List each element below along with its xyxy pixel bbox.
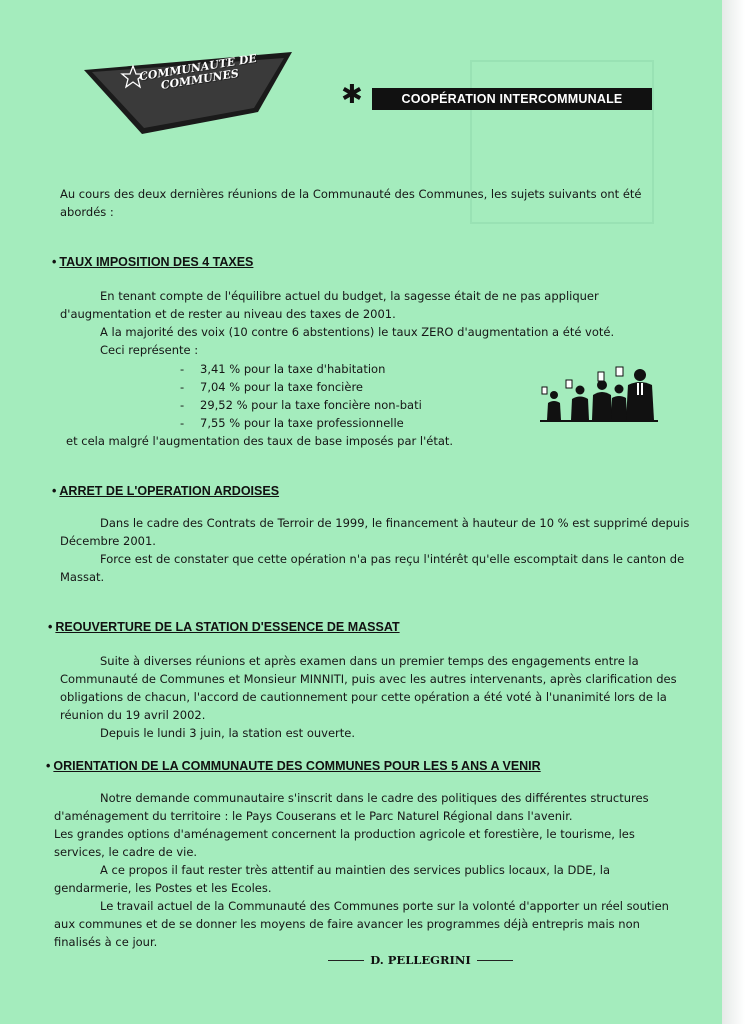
paragraph-line: A la majorité des voix (10 contre 6 abstentions) le taux ZERO d'augmentation a été voté. (100, 325, 615, 339)
signature-rule-left (328, 960, 364, 961)
paragraph-line: et cela malgré l'augmentation des taux de base imposés par l'état. (66, 434, 454, 448)
list-dash: - (180, 416, 185, 430)
bullet: • (52, 255, 57, 269)
list-item-text: 3,41 % pour la taxe d'habitation (200, 362, 386, 376)
section-heading (46, 758, 541, 774)
list-dash: - (180, 380, 185, 394)
section-title: ARRET DE L'OPERATION ARDOISES (59, 484, 280, 498)
list-item-text: 7,55 % pour la taxe professionnelle (200, 416, 404, 430)
paragraph-line: Décembre 2001. (60, 534, 156, 548)
paragraph-line: Force est de constater que cette opération n'a pas reçu l'intérêt qu'elle escomptait dans le canton de (100, 552, 685, 566)
section-heading (52, 254, 253, 270)
list-item (180, 378, 363, 396)
bullet: • (48, 620, 53, 634)
paragraph-line: Suite à diverses réunions et après examen dans un premier temps des engagements entre la (100, 654, 639, 668)
list-item (180, 414, 404, 432)
bullet: • (52, 484, 57, 498)
paragraph-line: obligations de chacun, l'accord de cautionnement pour cette opération a été voté à l'unanimité lors de la (60, 690, 667, 704)
voting-people-illustration (540, 363, 658, 423)
intro-line-2: abordés : (60, 205, 114, 219)
community-logo (82, 50, 294, 136)
asterisk-icon: ✱ (341, 80, 363, 110)
paragraph-line: Le travail actuel de la Communauté des Communes porte sur la volonté d'apporter un réel soutien (100, 899, 669, 913)
paragraph-line: Ceci représente : (100, 343, 199, 357)
section-heading (52, 483, 279, 499)
logo-text: COMMUNAUTE DE COMMUNES (138, 51, 258, 93)
paragraph-line: gendarmerie, les Postes et les Ecoles. (54, 881, 272, 895)
voting-people-icon (540, 363, 658, 423)
list-item-text: 7,04 % pour la taxe foncière (200, 380, 364, 394)
section-title: ORIENTATION DE LA COMMUNAUTE DES COMMUNES POUR LES 5 ANS A VENIR (53, 759, 541, 773)
bullet: • (46, 759, 51, 773)
paragraph-line: Communauté de Communes et Monsieur MINNITI, puis avec les autres intervenants, après clarification des (60, 672, 677, 686)
signature (328, 953, 513, 967)
paragraph-line: Dans le cadre des Contrats de Terroir de 1999, le financement à hauteur de 10 % est supprimé depuis (100, 516, 690, 530)
section-banner: COOPÉRATION INTERCOMMUNALE (372, 88, 652, 110)
paragraph-line: services, le cadre de vie. (54, 845, 198, 859)
paragraph-line: d'augmentation et de rester au niveau des taxes de 2001. (60, 307, 396, 321)
page-edge (722, 0, 745, 1024)
signature-name: D. PELLEGRINI (370, 953, 471, 967)
paragraph-line: réunion du 19 avril 2002. (60, 708, 206, 722)
list-item (180, 360, 385, 378)
paragraph-line: Massat. (60, 570, 105, 584)
paragraph-line: aux communes et de se donner les moyens de faire avancer les programmes déjà entrepris mais non (54, 917, 640, 931)
list-dash: - (180, 362, 185, 376)
paragraph-line: Depuis le lundi 3 juin, la station est ouverte. (100, 726, 355, 740)
paragraph-line: En tenant compte de l'équilibre actuel du budget, la sagesse était de ne pas appliquer (100, 289, 599, 303)
section-title: TAUX IMPOSITION DES 4 TAXES (59, 255, 254, 269)
signature-rule-right (477, 960, 513, 961)
paragraph-line: A ce propos il faut rester très attentif au maintien des services publics locaux, la DDE, la (100, 863, 611, 877)
list-dash: - (180, 398, 185, 412)
paragraph-line: Les grandes options d'aménagement concernent la production agricole et forestière, le tourisme, les (54, 827, 635, 841)
paragraph-line: d'aménagement du territoire : le Pays Couserans et le Parc Naturel Régional dans l'avenir. (54, 809, 573, 823)
section-title: REOUVERTURE DE LA STATION D'ESSENCE DE MASSAT (55, 620, 400, 634)
intro-line-1: Au cours des deux dernières réunions de la Communauté des Communes, les sujets suivants ont été (60, 187, 642, 201)
list-item (180, 396, 422, 414)
paragraph-line: Notre demande communautaire s'inscrit dans le cadre des politiques des différentes structures (100, 791, 649, 805)
list-item-text: 29,52 % pour la taxe foncière non-bati (200, 398, 422, 412)
paragraph-line: finalisés à ce jour. (54, 935, 158, 949)
section-heading (48, 619, 400, 635)
